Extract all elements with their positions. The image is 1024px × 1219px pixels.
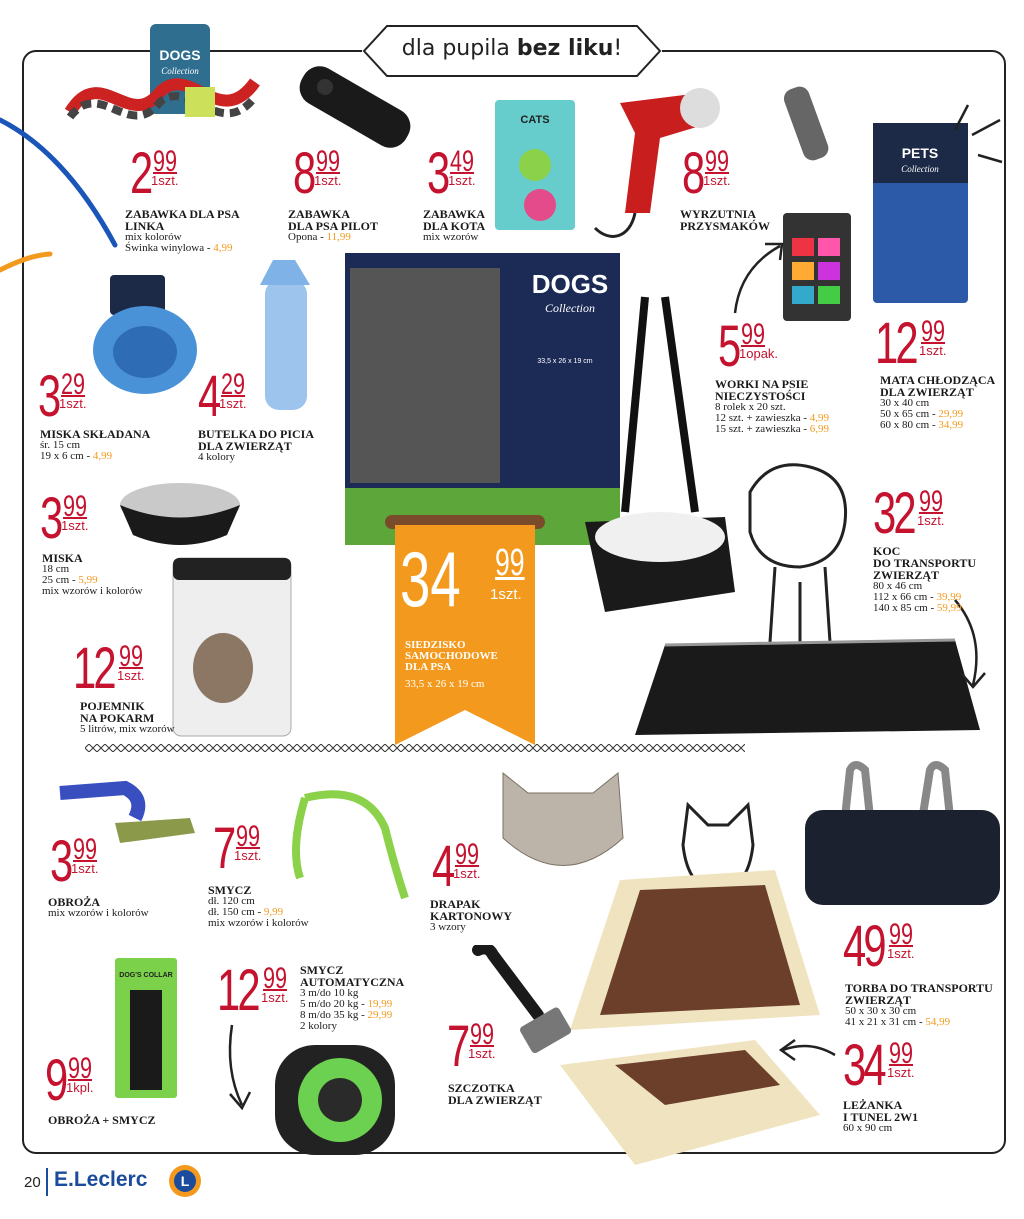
description-text: 15 szt. + zawieszka -: [715, 423, 810, 435]
product-title: [845, 982, 993, 1006]
price-main: 2: [130, 141, 151, 206]
price-tag: [447, 1014, 496, 1079]
featured-desc: 33,5 x 26 x 19 cm: [405, 678, 485, 690]
product-title: [125, 208, 240, 232]
product-title-line: DLA ZWIERZĄT: [198, 439, 292, 453]
product-title-line: MATA CHŁODZĄCA: [880, 373, 996, 387]
product-title-line: OBROŻA + SMYCZ: [48, 1113, 156, 1127]
product-description: [300, 988, 392, 1032]
transport-bag-image: [795, 755, 1010, 915]
description-text: 19 x 6 cm -: [40, 450, 93, 462]
cat-toy-image: [490, 95, 580, 235]
product-description-line: [430, 922, 466, 933]
water-bottle-image: [255, 240, 325, 420]
price-cents: 99: [889, 1037, 914, 1070]
svg-text:DOGS: DOGS: [159, 47, 201, 63]
arrow-to-bags-icon: [730, 238, 790, 318]
description-text: Opona -: [288, 231, 327, 243]
product-description: [845, 1006, 950, 1028]
product-title: [80, 700, 154, 724]
price-unit: 1kpl.: [66, 1080, 94, 1095]
product-title-line: KARTONOWY: [430, 909, 513, 923]
product-title: [843, 1099, 918, 1123]
product-title-line: POJEMNIK: [80, 699, 145, 713]
description-price-highlight: 54,99: [925, 1016, 951, 1028]
description-text: 3 m/do 10 kg: [300, 987, 359, 999]
price-main: 9: [45, 1048, 66, 1113]
price-unit: 1szt.: [234, 848, 262, 863]
product-description: [125, 232, 233, 254]
description-text: 112 x 66 cm -: [873, 591, 937, 603]
price-main: 3: [38, 364, 59, 429]
featured-price: 34 99 1szt.: [400, 535, 525, 623]
accent-lines-icon: [950, 100, 1005, 185]
product-description: [873, 581, 962, 614]
description-price-highlight: 6,99: [809, 423, 830, 435]
description-text: mix wzorów i kolorów: [208, 917, 309, 929]
price-unit: 1opak.: [739, 346, 779, 361]
price-main: 3: [40, 486, 61, 551]
product-title: [48, 1114, 156, 1126]
price-unit: 1szt.: [917, 513, 945, 528]
brand-logo: E.Leclerc: [54, 1168, 148, 1191]
product-title: [448, 1082, 542, 1106]
description-text: 3 wzory: [430, 921, 466, 933]
price-cents: 99: [236, 820, 261, 853]
price-tag: [40, 486, 89, 551]
product-title-line: TORBA DO TRANSPORTU: [845, 981, 993, 995]
product-title: [288, 208, 378, 232]
product-title-line: DLA ZWIERZĄT: [880, 385, 974, 399]
price-main: 8: [293, 141, 314, 206]
svg-text:Collection: Collection: [545, 301, 595, 315]
price-cents: 49: [450, 145, 475, 178]
svg-text:PETS: PETS: [901, 145, 939, 161]
product-title-line: DRAPAK: [430, 897, 481, 911]
price-cents: 99: [68, 1052, 93, 1085]
product-title-line: KOC: [873, 544, 901, 558]
dog-bowl-image: [115, 470, 245, 550]
product-description: [198, 452, 235, 463]
product-title: [423, 208, 485, 232]
price-main: 32: [873, 481, 914, 546]
description-price-highlight: 11,99: [326, 231, 351, 243]
description-text: 80 x 46 cm: [873, 580, 923, 592]
price-cents: 29: [61, 368, 86, 401]
svg-text:DOG'S COLLAR: DOG'S COLLAR: [119, 972, 173, 979]
product-title-line: ZABAWKA DLA PSA: [125, 207, 240, 221]
description-price-highlight: 4,99: [809, 412, 830, 424]
bed-tunnel-image: [560, 865, 830, 1035]
featured-title: SIEDZISKO SAMOCHODOWE DLA PSA: [405, 639, 498, 673]
product-description: [880, 398, 963, 431]
description-text: śr. 15 cm: [40, 439, 81, 451]
description-text: Świnka winylowa -: [125, 242, 214, 254]
svg-text:DOGS: DOGS: [531, 269, 609, 299]
price-main: 34: [843, 1033, 884, 1098]
description-text: 12 szt. + zawieszka -: [715, 412, 810, 424]
product-title-line: DLA PSA PILOT: [288, 219, 379, 233]
description-text: 60 x 90 cm: [843, 1122, 893, 1134]
description-price-highlight: 5,99: [78, 574, 98, 586]
section-divider: [85, 744, 745, 752]
price-unit: 1szt.: [468, 1046, 496, 1061]
product-title-line: DLA ZWIERZĄT: [448, 1093, 542, 1107]
product-description: [430, 922, 466, 933]
product-title-line: DLA KOTA: [423, 219, 486, 233]
price-tag: [38, 364, 87, 429]
price-unit: 1szt.: [448, 173, 476, 188]
svg-text:L: L: [180, 1173, 190, 1189]
arrow-to-bed-icon: [775, 1035, 840, 1065]
description-price-highlight: 9,99: [263, 906, 284, 918]
product-title-line: NA POKARM: [80, 711, 155, 725]
price-unit: 1szt.: [61, 518, 89, 533]
price-cents: 29: [221, 368, 246, 401]
product-title-line: ZWIERZĄT: [845, 993, 912, 1007]
product-title-line: ZABAWKA: [423, 207, 486, 221]
product-description: [843, 1123, 892, 1134]
product-title-line: LINKA: [125, 219, 165, 233]
footer-separator: [46, 1168, 48, 1196]
description-text: 50 x 30 x 30 cm: [845, 1005, 917, 1017]
product-title-line: SZCZOTKA: [448, 1081, 515, 1095]
price-main: 7: [213, 816, 234, 881]
product-description: [288, 232, 351, 243]
price-unit: 1szt.: [219, 396, 247, 411]
arrow-to-leash-icon: [220, 1020, 260, 1120]
product-title-line: WORKI NA PSIE: [715, 377, 809, 391]
product-description-line: [208, 918, 309, 929]
product-description-line: [300, 1021, 392, 1032]
product-title-line: SMYCZ: [300, 963, 344, 977]
price-main: 49: [843, 914, 884, 979]
description-text: 4 kolory: [198, 451, 235, 463]
description-text: mix kolorów: [125, 231, 182, 243]
food-container-image: [168, 548, 298, 743]
product-title-line: OBROŻA: [48, 895, 101, 909]
description-price-highlight: 19,99: [367, 998, 393, 1010]
price-main: 5: [718, 314, 739, 379]
product-title: [880, 374, 995, 398]
svg-text:33,5 x 26 x 19 cm: 33,5 x 26 x 19 cm: [537, 358, 593, 365]
price-main: 7: [447, 1014, 468, 1079]
description-text: 60 x 80 cm -: [880, 419, 939, 431]
product-description-line: [42, 586, 143, 597]
price-tag: [198, 364, 247, 429]
price-tag: [875, 311, 947, 376]
product-title: [198, 428, 314, 452]
product-description-line: [423, 232, 478, 243]
product-description-line: [125, 243, 233, 254]
description-price-highlight: 39,99: [936, 591, 962, 603]
product-title: [715, 378, 808, 402]
product-title-line: ZWIERZĄT: [873, 568, 940, 582]
description-text: 5 litrów, mix wzorów: [80, 723, 175, 735]
collapsible-bowl-image: [90, 270, 200, 410]
price-main: 12: [217, 958, 258, 1023]
price-tag: [843, 914, 915, 979]
product-title-line: PRZYSMAKÓW: [680, 219, 770, 233]
product-title-line: BUTELKA DO PICIA: [198, 427, 315, 441]
price-cents: 99: [889, 918, 914, 951]
collar-leash-set-image: [110, 955, 185, 1105]
price-tag: [432, 834, 481, 899]
price-unit: 1szt.: [887, 946, 915, 961]
price-main: 3: [50, 829, 71, 894]
description-text: 18 cm: [42, 563, 70, 575]
product-description: [80, 724, 175, 735]
product-description: [423, 232, 478, 243]
price-cents: 99: [316, 145, 341, 178]
price-cents: 99: [263, 962, 288, 995]
description-price-highlight: 4,99: [213, 242, 233, 254]
product-description-line: [715, 424, 829, 435]
description-text: dł. 120 cm: [208, 895, 255, 907]
price-main: 8: [682, 141, 703, 206]
description-price-highlight: 59,99: [936, 602, 962, 614]
product-title-line: AUTOMATYCZNA: [300, 975, 405, 989]
product-description-line: [80, 724, 175, 735]
price-cents: 99: [153, 145, 178, 178]
product-title-line: MISKA SKŁADANA: [40, 427, 151, 441]
description-text: 8 rolek x 20 szt.: [715, 401, 786, 413]
price-main: 3: [427, 141, 448, 206]
price-tag: [873, 481, 945, 546]
product-description-line: [873, 603, 962, 614]
price-cents: 99: [741, 318, 766, 351]
price-unit: 1szt.: [71, 861, 99, 876]
price-unit: 1szt.: [919, 343, 947, 358]
price-unit: 1szt.: [703, 173, 731, 188]
price-tag: [217, 958, 289, 1023]
price-unit: 1szt.: [59, 396, 87, 411]
price-cents: 99: [921, 315, 946, 348]
description-price-highlight: 4,99: [92, 450, 113, 462]
product-description: [48, 908, 149, 919]
price-unit: 1szt.: [453, 866, 481, 881]
product-description-line: [845, 1017, 950, 1028]
svg-text:Collection: Collection: [901, 164, 939, 174]
price-unit: 1szt.: [151, 173, 179, 188]
description-text: 41 x 21 x 31 cm -: [845, 1016, 926, 1028]
price-tag: [50, 829, 99, 894]
description-price-highlight: 34,99: [938, 419, 964, 431]
price-cents: 99: [63, 490, 88, 523]
product-title-line: I TUNEL 2W1: [843, 1110, 919, 1124]
product-title-line: LEŻANKA: [843, 1098, 903, 1112]
description-text: 30 x 40 cm: [880, 397, 930, 409]
price-cents: 99: [705, 145, 730, 178]
price-cents: 99: [455, 838, 480, 871]
product-description: [40, 440, 112, 462]
price-tag: [843, 1033, 915, 1098]
description-text: 2 kolory: [300, 1020, 337, 1032]
transport-blanket-image: [625, 630, 990, 745]
price-tag: [213, 816, 262, 881]
description-text: 140 x 85 cm -: [873, 602, 937, 614]
description-text: 8 m/do 35 kg -: [300, 1009, 368, 1021]
description-text: dł. 150 cm -: [208, 906, 264, 918]
product-description-line: [48, 908, 149, 919]
description-price-highlight: 29,99: [367, 1009, 393, 1021]
price-unit: 1szt.: [261, 990, 289, 1005]
price-cents: 99: [119, 640, 144, 673]
product-description-line: [288, 232, 351, 243]
treat-launcher-inset-image: [738, 66, 858, 176]
price-main: 12: [73, 636, 114, 701]
dog-illustration-image: [730, 452, 865, 652]
product-description-line: [40, 451, 112, 462]
price-tag: [73, 636, 145, 701]
product-description-line: [880, 420, 963, 431]
product-title: [430, 898, 512, 922]
product-description: [208, 896, 309, 929]
price-cents: 99: [73, 833, 98, 866]
price-main: 4: [432, 834, 453, 899]
waste-bags-image: [780, 210, 855, 325]
description-text: 50 x 65 cm -: [880, 408, 939, 420]
price-cents: 99: [470, 1018, 495, 1051]
price-cents: 99: [919, 485, 944, 518]
product-description-line: [843, 1123, 892, 1134]
page-number: 20: [24, 1174, 41, 1191]
description-text: mix wzorów i kolorów: [42, 585, 143, 597]
leash-image: [275, 778, 415, 903]
price-tag: [293, 141, 342, 206]
product-title: [873, 545, 976, 581]
product-title-line: MISKA: [42, 551, 83, 565]
price-tag: [130, 141, 179, 206]
brand-logo-icon: [168, 1164, 202, 1198]
price-main: 12: [875, 311, 916, 376]
description-text: 5 m/do 20 kg -: [300, 998, 368, 1010]
price-unit: 1szt.: [887, 1065, 915, 1080]
product-title-line: NIECZYSTOŚCI: [715, 389, 806, 403]
product-title-line: SMYCZ: [208, 883, 252, 897]
product-title-line: ZABAWKA: [288, 207, 351, 221]
product-title: [300, 964, 404, 988]
price-unit: 1szt.: [117, 668, 145, 683]
rope-toy-image: [60, 22, 260, 152]
description-price-highlight: 29,99: [938, 408, 964, 420]
product-title-line: WYRZUTNIA: [680, 207, 757, 221]
price-tag: [45, 1048, 94, 1113]
product-description-line: [198, 452, 235, 463]
description-text: mix wzorów: [423, 231, 479, 243]
description-text: 25 cm -: [42, 574, 79, 586]
price-tag: [682, 141, 731, 206]
price-unit: 1szt.: [314, 173, 342, 188]
price-tag: [718, 314, 779, 379]
product-title: [680, 208, 770, 232]
decorative-swoosh-orange: [0, 240, 60, 280]
product-description: [42, 564, 143, 597]
product-description: [715, 402, 829, 435]
description-text: mix wzorów i kolorów: [48, 907, 149, 919]
svg-text:Collection: Collection: [161, 66, 199, 76]
svg-text:CATS: CATS: [520, 114, 550, 126]
header-title: dla pupila bez liku!: [401, 36, 623, 61]
price-tag: [427, 141, 476, 206]
product-title-line: DO TRANSPORTU: [873, 556, 977, 570]
price-main: 4: [198, 364, 219, 429]
